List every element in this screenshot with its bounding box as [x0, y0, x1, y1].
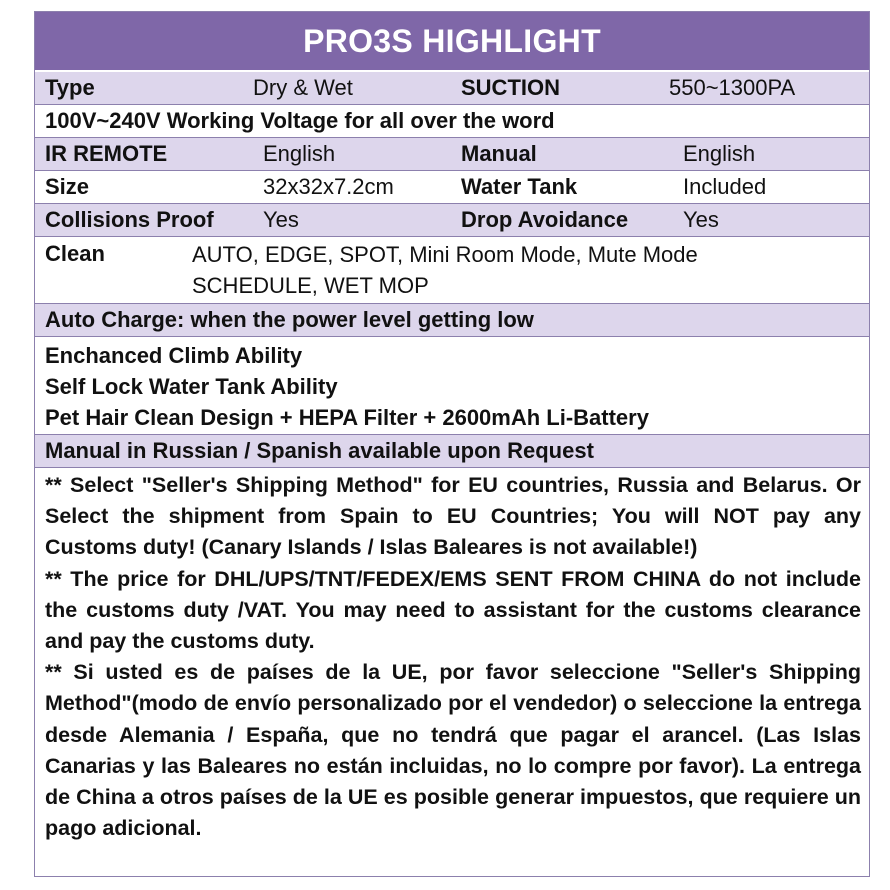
clean-modes-line-2: SCHEDULE, WET MOP	[192, 273, 429, 298]
suction-label: SUCTION	[461, 75, 560, 100]
type-row	[35, 72, 869, 105]
voltage-text: 100V~240V Working Voltage for all over the word	[45, 108, 555, 133]
auto-charge-row	[35, 304, 869, 337]
shipping-note: ** Si usted es de países de la UE, por favor seleccione "Seller's Shipping Method"(modo de envío personalizado por el vendedor) o seleccione la entrega desde Alemania / España, que no tendrá que pagar el arancel. (Las Islas Canarias y las Baleares no están incluidas, no lo compre por favor). La entrega de China a otros países de la UE es posible generar impuestos, que requiere un pago adicional.	[45, 660, 861, 841]
collision-row	[35, 204, 869, 237]
feature-item: Pet Hair Clean Design + HEPA Filter + 2600mAh Li-Battery	[45, 405, 649, 430]
water-tank-value: Included	[683, 174, 767, 199]
spec-sheet	[34, 11, 870, 877]
manual-label: Manual	[461, 141, 537, 166]
clean-row	[35, 237, 869, 304]
shipping-notes	[35, 468, 869, 844]
clean-label: Clean	[45, 241, 105, 266]
manual-note-row	[35, 435, 869, 468]
manual-value: English	[683, 141, 756, 166]
collision-value: Yes	[263, 207, 299, 232]
remote-label: IR REMOTE	[45, 141, 168, 166]
feature-item: Self Lock Water Tank Ability	[45, 374, 338, 399]
manual-note-text: Manual in Russian / Spanish available upon Request	[45, 438, 594, 463]
clean-modes-line-1: AUTO, EDGE, SPOT, Mini Room Mode, Mute Mode	[192, 242, 698, 267]
shipping-note: ** Select "Seller's Shipping Method" for EU countries, Russia and Belarus. Or Select the shipment from Spain to EU Countries; You will NOT pay any Customs duty! (Canary Islands / Islas Baleares is not available!)	[45, 473, 861, 560]
drop-avoidance-value: Yes	[683, 207, 719, 232]
page-title: PRO3S HIGHLIGHT	[35, 12, 869, 72]
size-value: 32x32x7.2cm	[263, 174, 394, 199]
features-row	[35, 337, 869, 435]
size-row	[35, 171, 869, 204]
remote-value: English	[263, 141, 336, 166]
shipping-note: ** The price for DHL/UPS/TNT/FEDEX/EMS SENT FROM CHINA do not include the customs duty /VAT. You may need to assistant for the customs clearance and pay the customs duty.	[45, 566, 861, 654]
water-tank-label: Water Tank	[461, 174, 578, 199]
type-label: Type	[45, 75, 95, 100]
voltage-row	[35, 105, 869, 138]
type-value: Dry & Wet	[253, 75, 353, 100]
collision-label: Collisions Proof	[45, 207, 214, 232]
clean-modes	[192, 239, 698, 301]
suction-value: 550~1300PA	[669, 75, 796, 100]
size-label: Size	[45, 174, 90, 199]
drop-avoidance-label: Drop Avoidance	[461, 207, 629, 232]
auto-charge-text: Auto Charge: when the power level getting low	[45, 307, 534, 332]
remote-row	[35, 138, 869, 171]
feature-item: Enchanced Climb Ability	[45, 343, 303, 368]
